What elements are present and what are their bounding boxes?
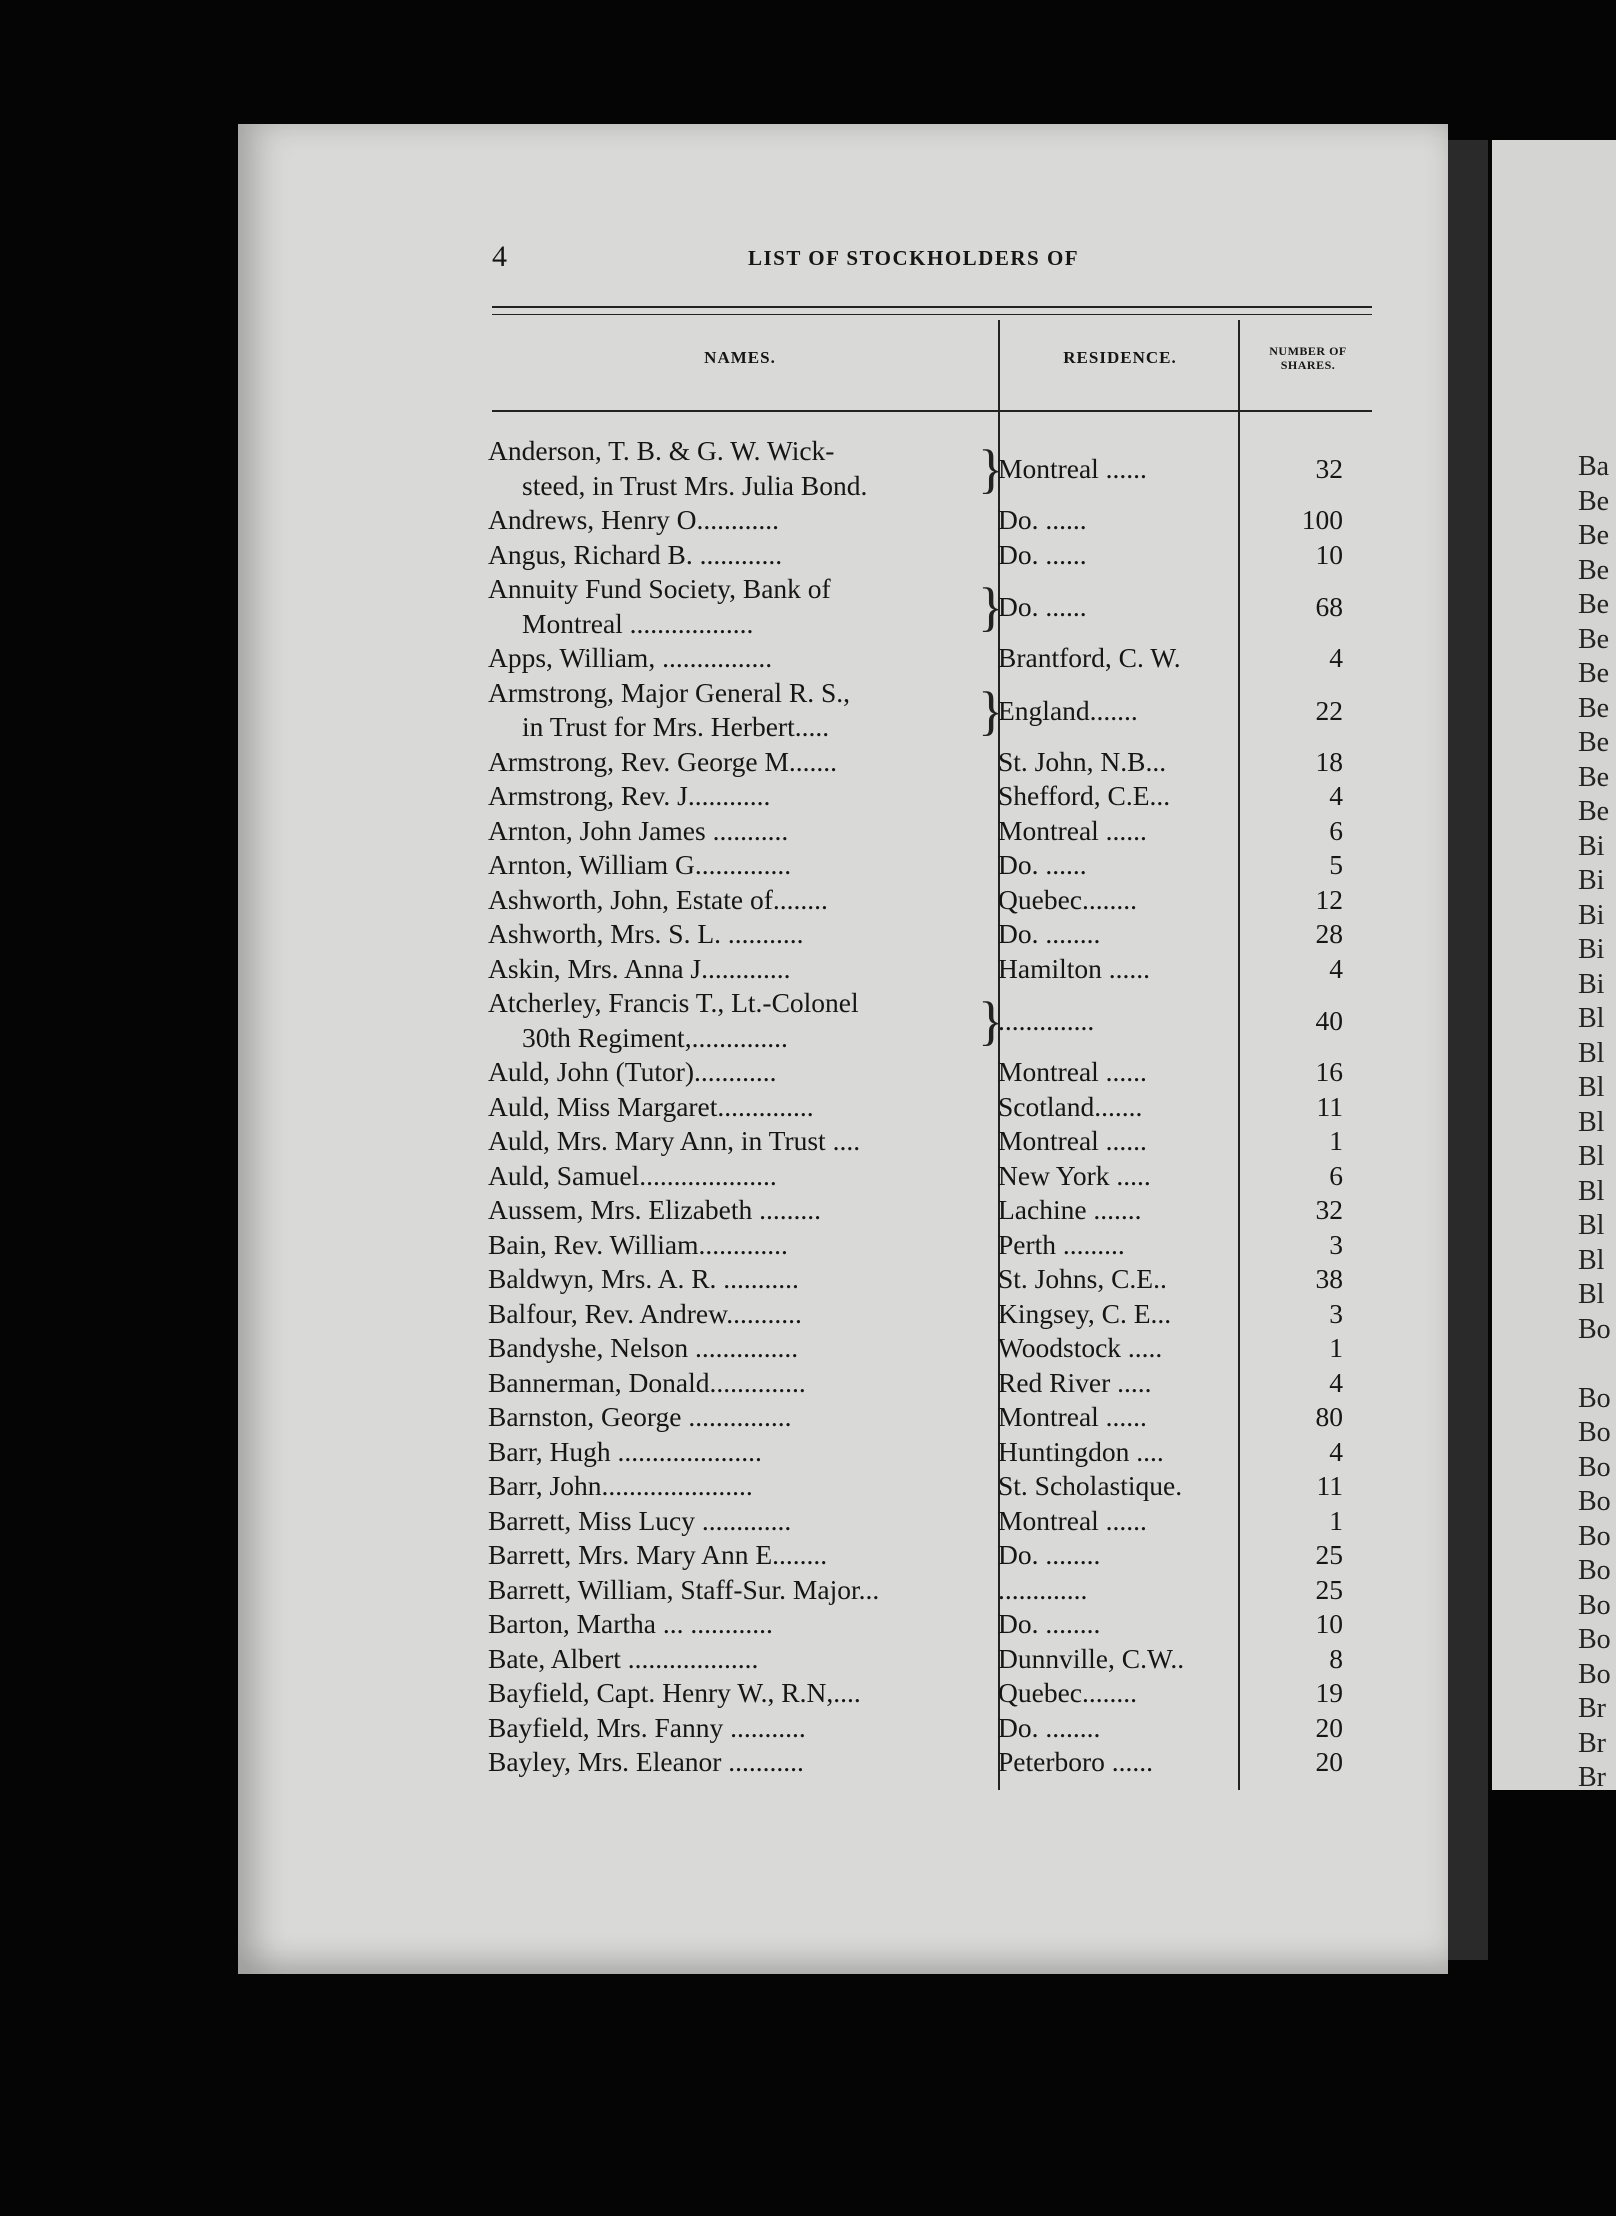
shares-cell: 28 bbox=[1315, 918, 1343, 949]
shares-cell: 38 bbox=[1315, 1263, 1343, 1294]
facing-page-letter: Bo bbox=[1578, 1486, 1611, 1517]
facing-page-letter: Br bbox=[1578, 1762, 1606, 1793]
shares-cell: 25 bbox=[1315, 1573, 1343, 1605]
shares-cell: 1 bbox=[1329, 1125, 1343, 1156]
stockholder-name bbox=[488, 1676, 983, 1711]
shares-cell: 5 bbox=[1329, 849, 1343, 880]
stockholder-name-line: 30th Regiment,.............. bbox=[522, 1021, 788, 1053]
facing-page-letter: Bl bbox=[1578, 1003, 1605, 1034]
table-row bbox=[488, 641, 1368, 676]
residence-cell: Montreal ...... bbox=[998, 814, 1147, 846]
stockholder-name bbox=[488, 1504, 983, 1539]
facing-page-letter: Bl bbox=[1578, 1244, 1605, 1276]
shares-cell: 25 bbox=[1315, 1539, 1343, 1570]
residence-cell: Peterboro ...... bbox=[998, 1746, 1154, 1777]
stockholder-name bbox=[488, 952, 983, 987]
residence-cell: St. Johns, C.E.. bbox=[998, 1263, 1167, 1294]
stockholder-name-line: Angus, Richard B. ............ bbox=[488, 538, 783, 570]
facing-page-letter: Be bbox=[1578, 520, 1610, 551]
residence-cell: Montreal ...... bbox=[998, 1504, 1147, 1536]
stockholder-name bbox=[488, 1159, 983, 1194]
stockholder-name bbox=[488, 1573, 983, 1608]
residence-cell: Shefford, C.E... bbox=[998, 780, 1171, 811]
shares-cell: 4 bbox=[1329, 642, 1343, 673]
stockholder-name-line: Bayfield, Capt. Henry W., R.N,.... bbox=[488, 1677, 861, 1708]
residence-cell: Montreal ...... bbox=[998, 453, 1147, 484]
stockholder-name bbox=[488, 883, 983, 918]
table-row bbox=[488, 779, 1368, 814]
residence-cell: Lachine ....... bbox=[998, 1194, 1142, 1225]
residence-cell: New York ..... bbox=[998, 1159, 1151, 1191]
shares-cell: 1 bbox=[1329, 1332, 1343, 1363]
shares-header-line1: NUMBER OF bbox=[1269, 344, 1347, 358]
brace-mark: } bbox=[978, 577, 1004, 637]
table-row bbox=[488, 572, 1368, 641]
header-rule-top bbox=[492, 306, 1372, 308]
shares-cell: 3 bbox=[1329, 1297, 1343, 1329]
shares-cell: 12 bbox=[1315, 883, 1343, 915]
stockholder-name-line: in Trust for Mrs. Herbert..... bbox=[522, 711, 830, 742]
stockholder-name bbox=[488, 1711, 983, 1746]
residence-cell: .............. bbox=[998, 1005, 1095, 1036]
shares-cell: 4 bbox=[1329, 952, 1343, 984]
residence-cell: Woodstock ..... bbox=[998, 1332, 1163, 1363]
stockholder-name-line: Barrett, Miss Lucy ............. bbox=[488, 1504, 792, 1536]
shares-cell: 32 bbox=[1315, 1194, 1343, 1225]
column-header-rule bbox=[492, 410, 1372, 412]
table-row bbox=[488, 676, 1368, 745]
table-row bbox=[488, 745, 1368, 780]
table-row bbox=[488, 1538, 1368, 1573]
shares-cell: 18 bbox=[1315, 745, 1343, 777]
shares-cell: 4 bbox=[1329, 1435, 1343, 1467]
residence-cell: Kingsey, C. E... bbox=[998, 1297, 1172, 1329]
facing-page-letter: Bo bbox=[1578, 1658, 1611, 1690]
stockholder-name-line: Bannerman, Donald.............. bbox=[488, 1366, 806, 1398]
facing-page-letter: Br bbox=[1578, 1727, 1606, 1759]
residence-cell: Do. ...... bbox=[998, 504, 1087, 535]
shares-cell: 22 bbox=[1315, 694, 1343, 726]
facing-page-letter: Bl bbox=[1578, 1210, 1605, 1241]
stockholder-name-line: Arnton, John James ........... bbox=[488, 814, 789, 846]
column-header-residence: RESIDENCE. bbox=[1063, 348, 1177, 367]
stockholder-name-line: Askin, Mrs. Anna J............. bbox=[488, 952, 791, 984]
stockholder-name bbox=[488, 1469, 983, 1504]
facing-page-letter: Be bbox=[1578, 485, 1610, 517]
residence-cell: Quebec........ bbox=[998, 1677, 1137, 1708]
table-row bbox=[488, 1090, 1368, 1125]
table-row bbox=[488, 434, 1368, 503]
column-header-shares bbox=[1244, 344, 1372, 372]
stockholder-name-line: Annuity Fund Society, Bank of bbox=[488, 573, 831, 604]
table-row bbox=[488, 1745, 1368, 1780]
facing-page-letter: Bl bbox=[1578, 1279, 1605, 1310]
stockholder-name-line: Bate, Albert ................... bbox=[488, 1642, 759, 1674]
facing-page-letter: Be bbox=[1578, 761, 1610, 793]
residence-cell: Perth ......... bbox=[998, 1228, 1125, 1260]
stockholder-name-line: Baldwyn, Mrs. A. R. ........... bbox=[488, 1263, 799, 1294]
table-row bbox=[488, 503, 1368, 538]
shares-cell: 11 bbox=[1316, 1470, 1343, 1501]
stockholder-name bbox=[488, 1124, 983, 1159]
stockholder-name-line: Auld, Miss Margaret.............. bbox=[488, 1090, 814, 1122]
stockholder-name bbox=[488, 1400, 983, 1435]
facing-page-letter: Bo bbox=[1578, 1313, 1611, 1345]
table-row bbox=[488, 814, 1368, 849]
stockholder-name-line: Auld, Samuel.................... bbox=[488, 1159, 777, 1191]
stockholder-name-line: Arnton, William G.............. bbox=[488, 849, 792, 880]
brace-mark: } bbox=[978, 991, 1004, 1051]
stockholder-name-line: Bandyshe, Nelson ............... bbox=[488, 1332, 799, 1363]
table-row bbox=[488, 952, 1368, 987]
table-row bbox=[488, 1469, 1368, 1504]
table-row bbox=[488, 1228, 1368, 1263]
shares-cell: 68 bbox=[1315, 591, 1343, 622]
residence-cell: Montreal ...... bbox=[998, 1125, 1147, 1156]
stockholder-name-line: steed, in Trust Mrs. Julia Bond. bbox=[522, 469, 868, 501]
table-row bbox=[488, 538, 1368, 573]
table-row bbox=[488, 1676, 1368, 1711]
stockholder-name bbox=[488, 1607, 983, 1642]
stockholder-name bbox=[488, 641, 983, 676]
facing-page-letter: Be bbox=[1578, 589, 1610, 620]
stockholder-name-line: Ashworth, Mrs. S. L. ........... bbox=[488, 918, 804, 949]
shares-cell: 10 bbox=[1315, 538, 1343, 570]
facing-page-letter: Bo bbox=[1578, 1624, 1611, 1655]
table-row bbox=[488, 1607, 1368, 1642]
table-row bbox=[488, 1331, 1368, 1366]
facing-page-letter: Bl bbox=[1578, 1175, 1605, 1207]
shares-cell: 20 bbox=[1315, 1711, 1343, 1743]
stockholder-name-line: Montreal .................. bbox=[522, 607, 754, 639]
residence-cell: ............. bbox=[998, 1573, 1088, 1605]
residence-cell: Do. ...... bbox=[998, 591, 1087, 622]
facing-page-letter: Bl bbox=[1578, 1072, 1605, 1103]
table-row bbox=[488, 917, 1368, 952]
stockholder-name-line: Barr, Hugh ..................... bbox=[488, 1435, 762, 1467]
facing-page-letter: Bo bbox=[1578, 1589, 1611, 1621]
stockholder-name bbox=[488, 1331, 983, 1366]
header-rule-bottom bbox=[492, 314, 1372, 315]
residence-cell: Brantford, C. W. bbox=[998, 642, 1181, 673]
residence-cell: Huntingdon .... bbox=[998, 1435, 1164, 1467]
facing-page-letter: Bi bbox=[1578, 968, 1605, 1000]
table-row bbox=[488, 1573, 1368, 1608]
facing-page-letter: Bo bbox=[1578, 1555, 1611, 1586]
stockholder-name-line: Barr, John...................... bbox=[488, 1470, 753, 1501]
table-row bbox=[488, 1400, 1368, 1435]
stockholder-name-line: Armstrong, Rev. George M....... bbox=[488, 745, 838, 777]
shares-cell: 4 bbox=[1329, 780, 1343, 811]
page-header bbox=[492, 240, 1372, 272]
shares-cell: 8 bbox=[1329, 1642, 1343, 1674]
shares-cell: 6 bbox=[1329, 814, 1343, 846]
residence-cell: Red River ..... bbox=[998, 1366, 1152, 1398]
shares-cell: 16 bbox=[1315, 1056, 1343, 1087]
stockholder-name-line: Bayfield, Mrs. Fanny ........... bbox=[488, 1711, 806, 1743]
stockholder-name bbox=[488, 1366, 983, 1401]
facing-page-letters bbox=[1578, 450, 1616, 1796]
residence-cell: Do. ...... bbox=[998, 849, 1087, 880]
table-row bbox=[488, 986, 1368, 1055]
facing-page-letter: Bi bbox=[1578, 934, 1605, 965]
table-row bbox=[488, 1504, 1368, 1539]
brace-mark: } bbox=[978, 439, 1004, 499]
table-row bbox=[488, 1435, 1368, 1470]
table-row bbox=[488, 1642, 1368, 1677]
column-header-names: NAMES. bbox=[704, 348, 776, 367]
table-row bbox=[488, 1193, 1368, 1228]
table-row bbox=[488, 1055, 1368, 1090]
shares-cell: 32 bbox=[1315, 453, 1343, 484]
stockholder-name bbox=[488, 986, 983, 1055]
table-row bbox=[488, 1159, 1368, 1194]
stockholder-name bbox=[488, 1745, 983, 1780]
stockholder-name-line: Barton, Martha ... ............ bbox=[488, 1608, 773, 1639]
stockholder-name-line: Auld, John (Tutor)............ bbox=[488, 1056, 777, 1087]
residence-cell: Dunnville, C.W.. bbox=[998, 1642, 1185, 1674]
facing-page-letter: Bo bbox=[1578, 1520, 1611, 1552]
stockholder-name bbox=[488, 1538, 983, 1573]
stockholder-name-line: Auld, Mrs. Mary Ann, in Trust .... bbox=[488, 1125, 861, 1156]
stockholder-name-line: Armstrong, Rev. J............ bbox=[488, 780, 771, 811]
stockholder-name bbox=[488, 779, 983, 814]
shares-cell: 3 bbox=[1329, 1228, 1343, 1260]
residence-cell: St. Scholastique. bbox=[998, 1470, 1183, 1501]
stockholder-name bbox=[488, 1435, 983, 1470]
facing-page-letter: Be bbox=[1578, 727, 1610, 758]
facing-page-letter: Be bbox=[1578, 658, 1610, 689]
facing-page-letter: Bl bbox=[1578, 1037, 1605, 1069]
table-row bbox=[488, 1297, 1368, 1332]
facing-page-letter: Bi bbox=[1578, 830, 1605, 862]
facing-page-letter: Bo bbox=[1578, 1417, 1611, 1448]
shares-cell: 80 bbox=[1315, 1401, 1343, 1432]
residence-cell: Do. ........ bbox=[998, 1711, 1101, 1743]
table-row bbox=[488, 848, 1368, 883]
stockholder-name bbox=[488, 538, 983, 573]
stockholder-name bbox=[488, 1228, 983, 1263]
residence-cell: Montreal ...... bbox=[998, 1401, 1147, 1432]
shares-cell: 19 bbox=[1315, 1677, 1343, 1708]
residence-cell: England....... bbox=[998, 694, 1138, 726]
residence-cell: Montreal ...... bbox=[998, 1056, 1147, 1087]
shares-cell: 100 bbox=[1301, 504, 1343, 535]
residence-cell: Scotland....... bbox=[998, 1090, 1143, 1122]
shares-cell: 11 bbox=[1316, 1090, 1343, 1122]
stockholder-name bbox=[488, 676, 983, 745]
stockholder-name-line: Barnston, George ............... bbox=[488, 1401, 792, 1432]
stockholder-name-line: Anderson, T. B. & G. W. Wick- bbox=[488, 435, 835, 466]
facing-page-letter: Bo bbox=[1578, 1382, 1611, 1414]
table-row bbox=[488, 1711, 1368, 1746]
residence-cell: Quebec........ bbox=[998, 883, 1137, 915]
residence-cell: Do. ........ bbox=[998, 918, 1101, 949]
stockholder-name-line: Andrews, Henry O............ bbox=[488, 504, 779, 535]
stockholder-name-line: Aussem, Mrs. Elizabeth ......... bbox=[488, 1194, 822, 1225]
stockholder-name bbox=[488, 848, 983, 883]
stockholder-name bbox=[488, 1262, 983, 1297]
facing-page-letter: Be bbox=[1578, 796, 1610, 827]
stockholder-name-line: Bayley, Mrs. Eleanor ........... bbox=[488, 1746, 804, 1777]
book-spine bbox=[1448, 140, 1488, 1960]
stockholder-name-line: Ashworth, John, Estate of........ bbox=[488, 883, 828, 915]
facing-page-letter: Br bbox=[1578, 1693, 1606, 1724]
facing-page-letter: Bi bbox=[1578, 899, 1605, 931]
stockholder-name bbox=[488, 572, 983, 641]
stockholder-name-line: Bain, Rev. William............. bbox=[488, 1228, 788, 1260]
table-row bbox=[488, 1366, 1368, 1401]
residence-cell: Do. ........ bbox=[998, 1539, 1101, 1570]
page-number: 4 bbox=[492, 240, 507, 273]
running-title: LIST OF STOCKHOLDERS OF bbox=[748, 246, 1080, 270]
stockholder-name bbox=[488, 1055, 983, 1090]
stockholder-name bbox=[488, 503, 983, 538]
stockholder-name-line: Barrett, Mrs. Mary Ann E........ bbox=[488, 1539, 828, 1570]
shares-cell: 4 bbox=[1329, 1366, 1343, 1398]
stockholder-name-line: Apps, William, ................ bbox=[488, 642, 773, 673]
facing-page-letter: Ba bbox=[1578, 451, 1610, 482]
residence-cell: Hamilton ...... bbox=[998, 952, 1151, 984]
stockholder-name bbox=[488, 917, 983, 952]
facing-page-letter: Be bbox=[1578, 623, 1610, 655]
table-row bbox=[488, 1262, 1368, 1297]
stockholder-name bbox=[488, 1642, 983, 1677]
shares-cell: 10 bbox=[1315, 1608, 1343, 1639]
stockholder-name bbox=[488, 745, 983, 780]
stockholder-name bbox=[488, 814, 983, 849]
stockholder-name bbox=[488, 434, 983, 503]
residence-cell: Do. ........ bbox=[998, 1608, 1101, 1639]
stockholder-name-line: Armstrong, Major General R. S., bbox=[488, 676, 851, 708]
table-row bbox=[488, 883, 1368, 918]
facing-page-letter: Bl bbox=[1578, 1106, 1605, 1138]
facing-page-letter: Bi bbox=[1578, 865, 1605, 896]
facing-page-letter: Bo bbox=[1578, 1451, 1611, 1483]
shares-cell: 20 bbox=[1315, 1746, 1343, 1777]
stockholder-name-line: Atcherley, Francis T., Lt.-Colonel bbox=[488, 987, 859, 1018]
facing-page-letter: Be bbox=[1578, 554, 1610, 586]
shares-header-line2: SHARES. bbox=[1280, 358, 1336, 372]
stockholder-name-line: Balfour, Rev. Andrew........... bbox=[488, 1297, 802, 1329]
brace-mark: } bbox=[978, 680, 1004, 741]
stockholder-name bbox=[488, 1297, 983, 1332]
stockholder-name-line: Barrett, William, Staff-Sur. Major... bbox=[488, 1573, 880, 1605]
stockholder-table bbox=[488, 434, 1368, 1780]
shares-cell: 40 bbox=[1315, 1005, 1343, 1036]
facing-page-letter: Bl bbox=[1578, 1141, 1605, 1172]
stockholder-name bbox=[488, 1193, 983, 1228]
table-row bbox=[488, 1124, 1368, 1159]
residence-cell: St. John, N.B... bbox=[998, 745, 1167, 777]
shares-cell: 6 bbox=[1329, 1159, 1343, 1191]
facing-page-letter bbox=[1578, 1347, 1616, 1382]
shares-cell: 1 bbox=[1329, 1504, 1343, 1536]
stockholder-name bbox=[488, 1090, 983, 1125]
residence-cell: Do. ...... bbox=[998, 538, 1087, 570]
facing-page-letter: Be bbox=[1578, 692, 1610, 724]
